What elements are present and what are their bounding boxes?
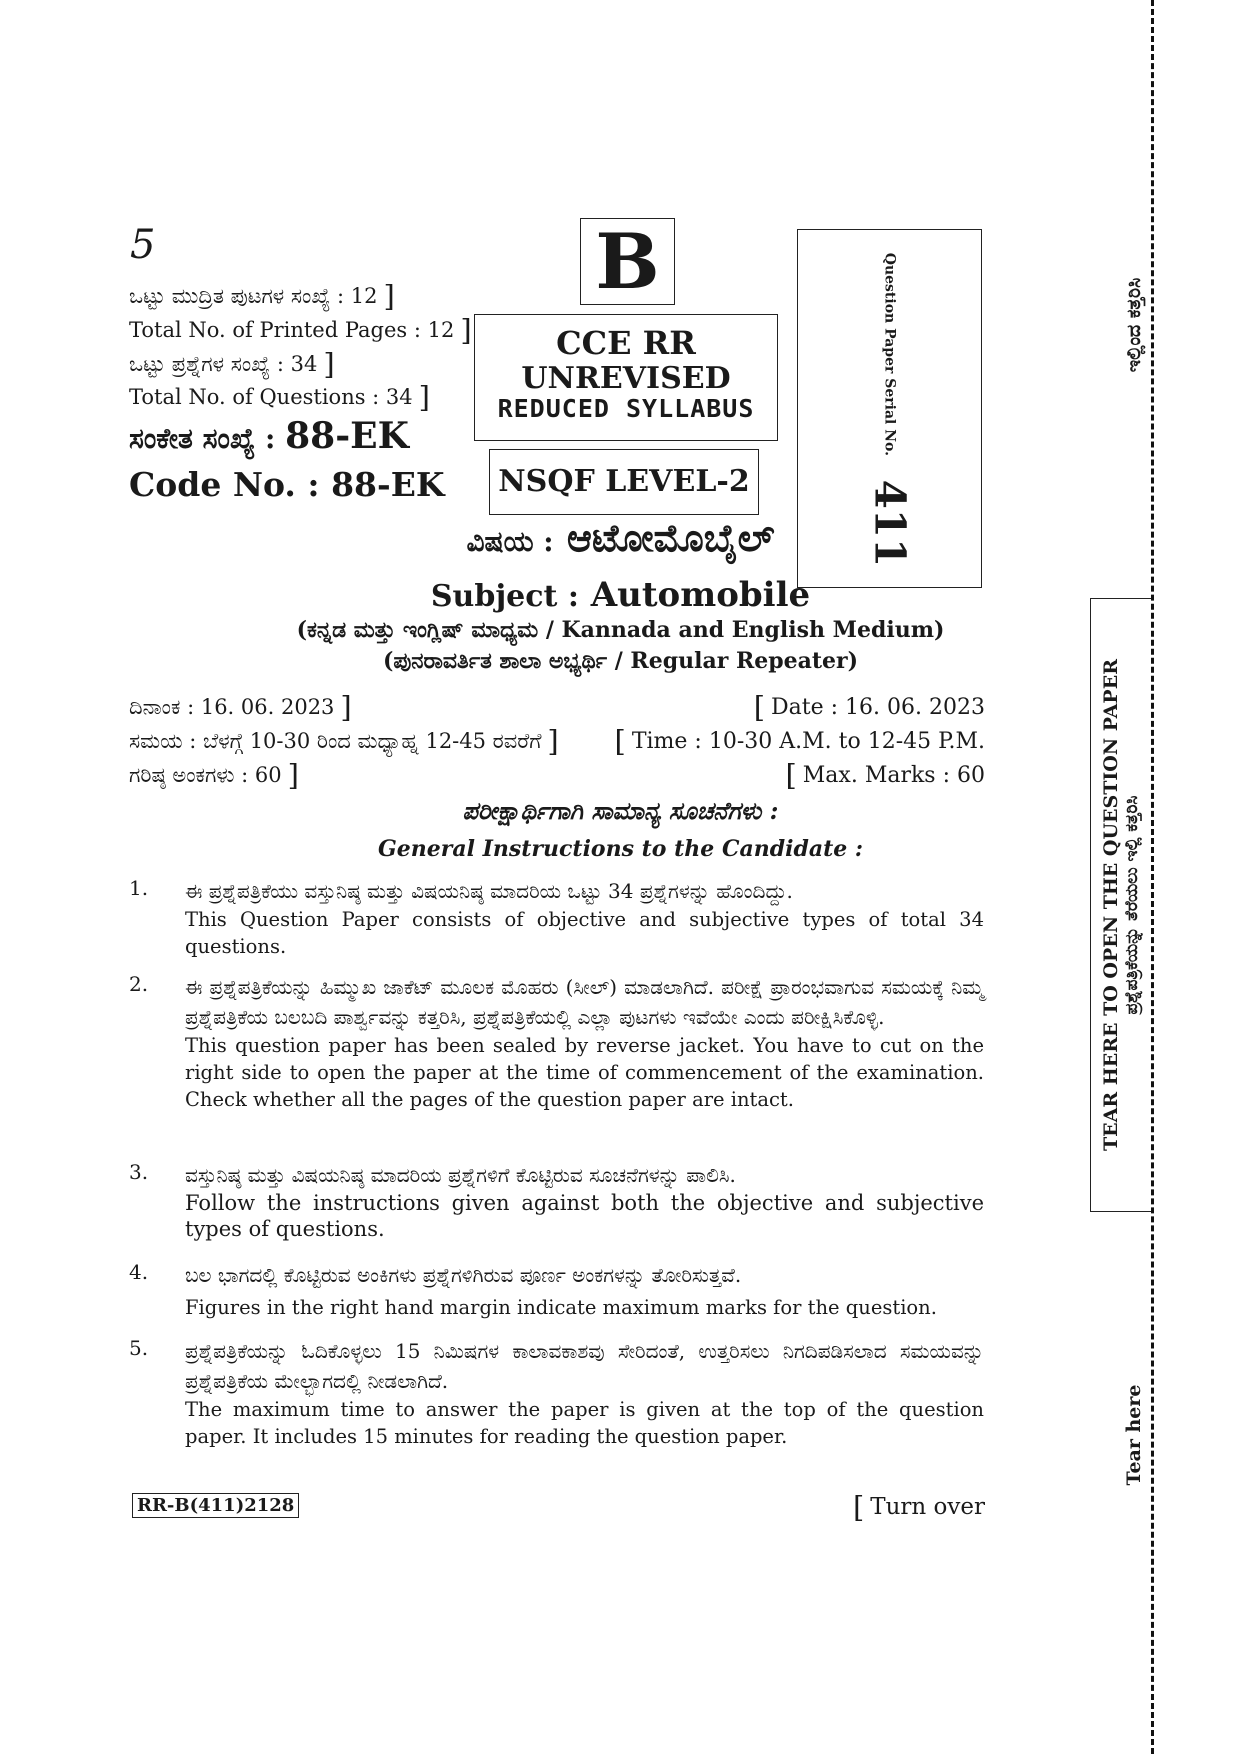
instruction-item — [129, 1260, 984, 1321]
date-kn: ದಿನಾಂಕ : 16. 06. 2023 ] — [129, 690, 352, 724]
tear-text-en: TEAR HERE TO OPEN THE QUESTION PAPER — [1100, 659, 1122, 1151]
instruction-kn: ವಸ್ತುನಿಷ್ಠ ಮತ್ತು ವಿಷಯನಿಷ್ಠ ಮಾದರಿಯ ಪ್ರಶ್ನೆಗಳಿಗೆ ಕೊಟ್ಟಿರುವ ಸೂಚನೆಗಳನ್ನು ಪಾಲಿಸಿ. — [185, 1163, 736, 1187]
version-box: B — [580, 218, 675, 305]
printed-pages-en: Total No. of Printed Pages : 12 ] — [129, 313, 472, 347]
time-kn: ಸಮಯ : ಬೆಳಗ್ಗೆ 10-30 ರಿಂದ ಮಧ್ಯಾಹ್ನ 12-45 ರವರೆಗೆ ] — [129, 724, 559, 758]
syllabus-line-1: CCE RR — [556, 324, 696, 362]
instruction-en: This question paper has been sealed by reverse jacket. You have to cut on the right side to open the paper at the time of commencement of the examination. Check whether all the pages of the question paper are intact. — [185, 1034, 984, 1111]
instruction-item — [129, 1160, 984, 1242]
total-questions-kn: ಒಟ್ಟು ಪ್ರಶ್ನೆಗಳ ಸಂಖ್ಯೆ : 34 ] — [129, 347, 335, 381]
instruction-kn: ಬಲ ಭಾಗದಲ್ಲಿ ಕೊಟ್ಟಿರುವ ಅಂಕಿಗಳು ಪ್ರಶ್ನೆಗಳಿಗಿರುವ ಪೂರ್ಣ ಅಂಕಗಳನ್ನು ತೋರಿಸುತ್ತವೆ. — [185, 1263, 742, 1287]
footer-code: RR-B(411)2128 — [132, 1493, 299, 1518]
tear-text — [1100, 659, 1142, 1151]
instructions-title-en: General Instructions to the Candidate : — [377, 836, 864, 862]
instruction-en: Follow the instructions given against both the objective and subjective types of questions. — [185, 1191, 984, 1241]
instruction-en: Figures in the right hand margin indicate maximum marks for the question. — [185, 1296, 937, 1319]
turn-over: [ Turn over — [852, 1490, 985, 1524]
tear-dashed-line — [1151, 0, 1154, 1754]
subject-kn: ವಿಷಯ : ಆಟೋಮೊಬೈಲ್ — [466, 515, 775, 560]
page-number: 5 — [130, 222, 156, 268]
instruction-number: 4. — [129, 1260, 149, 1284]
medium-line: (ಕನ್ನಡ ಮತ್ತು ಇಂಗ್ಲಿಷ್ ಮಾಧ್ಯಮ / Kannada and English Medium) — [296, 617, 945, 643]
total-questions-en: Total No. of Questions : 34 ] — [129, 380, 430, 414]
syllabus-line-2: UNREVISED — [521, 360, 731, 396]
instructions-title-kn: ಪರೀಕ್ಷಾರ್ಥಿಗಾಗಿ ಸಾಮಾನ್ಯ ಸೂಚನೆಗಳು : — [462, 796, 779, 825]
instruction-kn: ಈ ಪ್ರಶ್ನೆಪತ್ರಿಕೆಯನ್ನು ಹಿಮ್ಮುಖ ಜಾಕೆಟ್ ಮೂಲಕ ಮೊಹರು (ಸೀಲ್) ಮಾಡಲಾಗಿದೆ. ಪರೀಕ್ಷೆ ಪ್ರಾರಂಭವಾಗುವ ಸಮಯಕ್ಕೆ ನಿಮ್ಮ ಪ್ರಶ್ನೆಪತ್ರಿಕೆಯ ಬಲಬದಿ ಪಾರ್ಶ್ವವನ್ನು ಕತ್ತರಿಸಿ, ಪ್ರಶ್ನೆಪತ್ರಿಕೆಯಲ್ಲಿ ಎಲ್ಲಾ ಪುಟಗಳು ಇವೆಯೇ ಎಂದು ಪರೀಕ್ಷಿಸಿಕೊಳ್ಳಿ. — [185, 975, 984, 1029]
level-box: NSQF LEVEL-2 — [489, 449, 759, 515]
max-marks-kn: ಗರಿಷ್ಠ ಅಂಕಗಳು : 60 ] — [129, 758, 299, 792]
code-number-kn: ಸಂಕೇತ ಸಂಖ್ಯೆ : 88-EK — [129, 415, 409, 457]
subject-en: Subject : Automobile — [430, 575, 811, 615]
tear-here-label: Tear here — [1123, 1384, 1145, 1486]
instruction-item — [129, 1336, 984, 1450]
cut-here-kn: ಇಲ್ಲಿಂದ ಕತ್ತರಿಸಿ — [1123, 277, 1145, 373]
instruction-kn: ಈ ಪ್ರಶ್ನೆಪತ್ರಿಕೆಯು ವಸ್ತುನಿಷ್ಠ ಮತ್ತು ವಿಷಯನಿಷ್ಠ ಮಾದರಿಯ ಒಟ್ಟು 34 ಪ್ರಶ್ನೆಗಳನ್ನು ಹೊಂದಿದ್ದು. — [185, 879, 793, 903]
max-marks-en: [ Max. Marks : 60 — [785, 758, 985, 792]
instruction-kn: ಪ್ರಶ್ನೆಪತ್ರಿಕೆಯನ್ನು ಓದಿಕೊಳ್ಳಲು 15 ನಿಮಿಷಗಳ ಕಾಲಾವಕಾಶವು ಸೇರಿದಂತೆ, ಉತ್ತರಿಸಲು ನಿಗದಿಪಡಿಸಲಾದ ಸಮಯವನ್ನು ಪ್ರಶ್ನೆಪತ್ರಿಕೆಯ ಮೇಲ್ಭಾಗದಲ್ಲಿ ನೀಡಲಾಗಿದೆ. — [185, 1339, 984, 1393]
serial-number: 411 — [865, 479, 915, 568]
instruction-en: This Question Paper consists of objective and subjective types of total 34 questions. — [185, 908, 984, 958]
serial-label: Question Paper Serial No. — [881, 252, 898, 456]
syllabus-line-3: REDUCED SYLLABUS — [497, 394, 755, 424]
syllabus-box — [474, 314, 778, 441]
repeater-line: (ಪುನರಾವರ್ತಿತ ಶಾಲಾ ಅಭ್ಯರ್ಥಿ / Regular Repeater) — [382, 648, 859, 674]
instruction-item — [129, 972, 984, 1113]
instruction-number: 5. — [129, 1336, 149, 1360]
date-en: [ Date : 16. 06. 2023 — [753, 690, 985, 724]
tear-instruction-box — [1090, 598, 1151, 1212]
tear-text-kn: ಪ್ರಶ್ನೆಪತ್ರಿಕೆಯನ್ನು ತೆರೆಯಲು ಇಲ್ಲಿ ಕತ್ತರಿಸಿ — [1122, 795, 1142, 1015]
code-number-en: Code No. : 88-EK — [129, 465, 445, 504]
time-en: [ Time : 10-30 A.M. to 12-45 P.M. — [614, 724, 985, 758]
instruction-number: 2. — [129, 972, 149, 996]
instruction-en: The maximum time to answer the paper is given at the top of the question paper. It includes 15 minutes for reading the question paper. — [185, 1398, 984, 1448]
instruction-number: 1. — [129, 876, 149, 900]
instruction-number: 3. — [129, 1160, 149, 1184]
printed-pages-kn: ಒಟ್ಟು ಮುದ್ರಿತ ಪುಟಗಳ ಸಂಖ್ಯೆ : 12 ] — [129, 279, 395, 313]
instruction-item — [129, 876, 984, 960]
